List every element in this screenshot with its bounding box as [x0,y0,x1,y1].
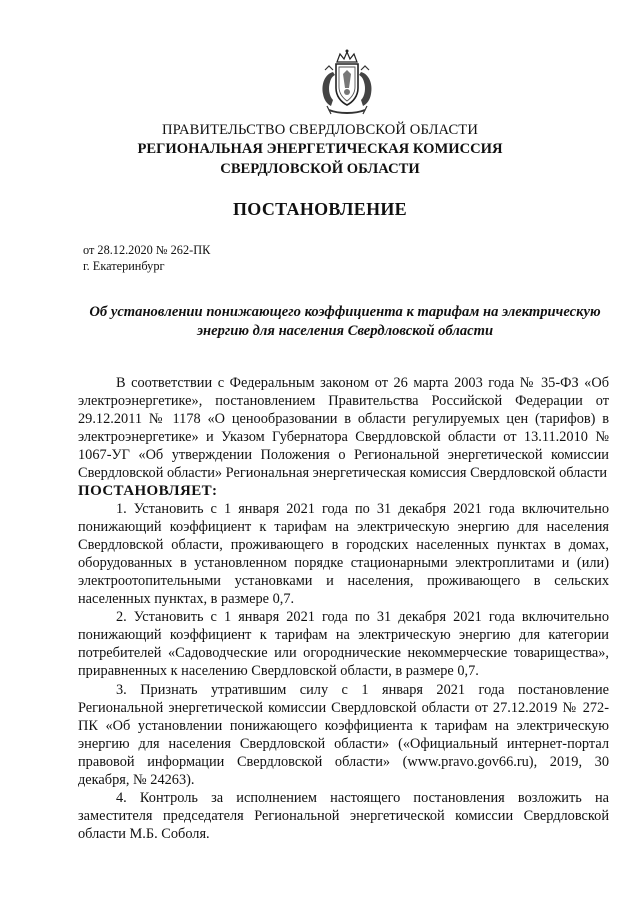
decree-word: ПОСТАНОВЛЯЕТ: [78,482,218,499]
coat-of-arms-icon [311,48,383,118]
org-name-line2: РЕГИОНАЛЬНАЯ ЭНЕРГЕТИЧЕСКАЯ КОМИССИЯ [137,141,503,157]
clause-paragraph-3: 3. Признать утратившим силу с 1 января 2021 года постановление Региональной энергетической комиссии Свердловской области от 27.12.2019 № 272-ПК «Об установлении понижающего коэффициента к тарифам на электрическую энергию для населения Свердловской области» («Официальный интернет-портал правовой информации Свердловской области» (www.pravo.gov66.ru), 2019, 30 декабря, № 24263). [78,681,609,788]
clause-paragraph-2: 2. Установить с 1 января 2021 года по 31 декабря 2021 года включительно понижающий коэффициент к тарифам на электрическую энергию для категории потребителей «Садоводческие или огороднические некоммерческие товарищества», приравненных к населению Свердловской области, в размере 0,7. [78,609,609,680]
org-name-line1: ПРАВИТЕЛЬСТВО СВЕРДЛОВСКОЙ ОБЛАСТИ [162,122,478,138]
preamble-paragraph: В соответствии с Федеральным законом от 26 марта 2003 года № 35-ФЗ «Об электроэнергетике», постановлением Правительства Российской Федерации от 29.12.2011 № 1178 «О ценообразовании в области регулируемых цен (тарифов) в электроэнергетике» и Указом Губернатора Свердловской области от 13.11.2010 № 1067-УГ «Об утверждении Положения о Региональной энергетической комиссии Свердловской области» Региональная энергетическая комиссия Свердловской области [78,375,609,482]
clause-paragraph-1: 1. Установить с 1 января 2021 года по 31 декабря 2021 года включительно понижающий коэффициент к тарифам на электрическую энергию для населения Свердловской области, проживающего в городских населенных пунктах в домах, оборудованных в установленном порядке стационарными электроплитами и (или) электроотопительными установками и населения, проживающего в сельских населенных пунктах, в размере 0,7. [78,500,609,608]
document-date-number: от 28.12.2020 № 262-ПК [83,243,211,257]
document-city: г. Екатеринбург [83,259,165,273]
org-name-line3: СВЕРДЛОВСКОЙ ОБЛАСТИ [220,161,420,177]
clause-paragraph-4: 4. Контроль за исполнением настоящего постановления возложить на заместителя председателя Региональной энергетической комиссии Свердловской области М.Б. Соболя. [78,790,609,843]
document-type-heading: ПОСТАНОВЛЕНИЕ [233,199,407,219]
document-title: Об установлении понижающего коэффициента к тарифам на электрическую энергию для населения Свердловской области [89,304,601,339]
document-body [78,374,609,843]
